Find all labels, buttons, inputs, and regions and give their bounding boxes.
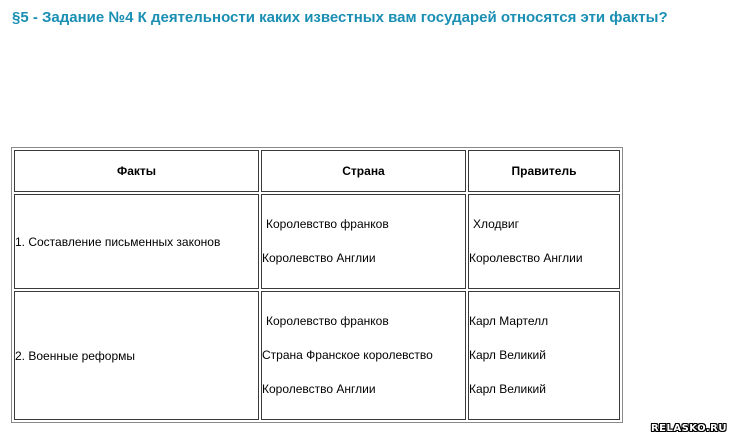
ruler-cell xyxy=(468,291,620,420)
country-cell xyxy=(261,291,466,420)
header-country: Страна xyxy=(261,150,466,192)
fact-cell: 1. Составление письменных законов xyxy=(14,194,259,289)
page-title: §5 - Задание №4 К деятельности каких известных вам государей относятся эти факты? xyxy=(12,9,668,26)
table-row xyxy=(14,194,620,289)
country-item: Королевство франков xyxy=(266,314,389,328)
facts-table xyxy=(11,147,623,423)
ruler-item: Карл Мартелл xyxy=(469,314,549,328)
header-ruler: Правитель xyxy=(468,150,620,192)
country-item: Королевство Англии xyxy=(262,382,376,396)
country-item: Королевство Англии xyxy=(262,251,376,265)
ruler-item: Хлодвиг xyxy=(473,217,520,231)
country-item: Страна Франское королевство xyxy=(262,348,433,362)
ruler-item: Карл Великий xyxy=(469,382,546,396)
watermark: RELASKO.RU xyxy=(650,423,727,434)
ruler-item: Королевство Англии xyxy=(469,251,583,265)
table-row xyxy=(14,291,620,420)
country-item: Королевство франков xyxy=(266,217,389,231)
header-facts: Факты xyxy=(14,150,259,192)
ruler-cell xyxy=(468,194,620,289)
fact-cell: 2. Военные реформы xyxy=(14,291,259,420)
country-cell xyxy=(261,194,466,289)
table-header-row xyxy=(14,150,620,192)
ruler-item: Карл Великий xyxy=(469,348,546,362)
